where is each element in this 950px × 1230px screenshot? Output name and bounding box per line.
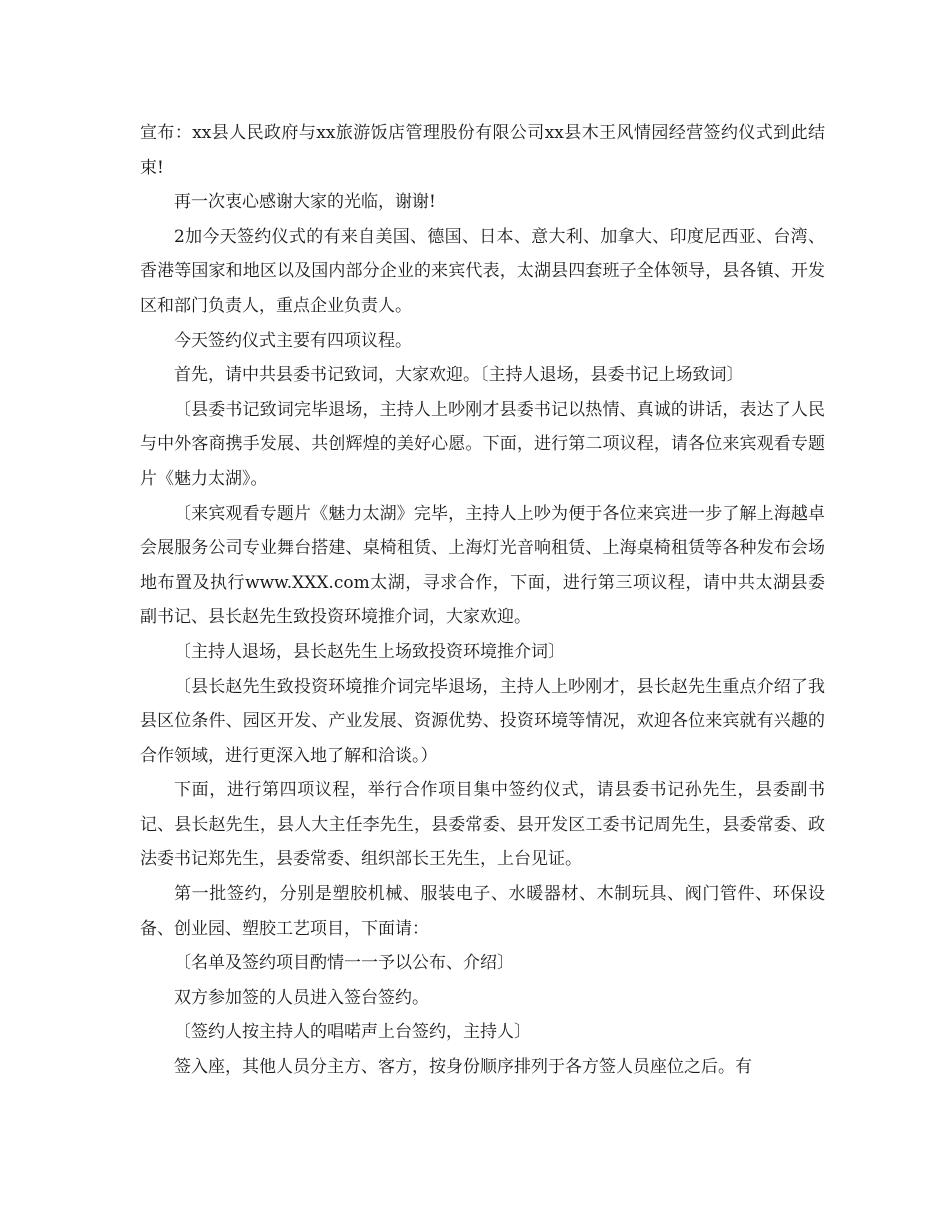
paragraph: 再一次衷心感谢大家的光临，谢谢! <box>174 192 436 213</box>
paragraph: 首先，请中共县委书记致词，大家欢迎。〔主持人退场，县委书记上场致词〕 <box>174 365 744 386</box>
paragraph: 下面，进行第四项议程，举行合作项目集中签约仪式，请县委书记孙先生，县委副书记、县长赵先生，县人大主任李先生，县委常委、县开发区工委书记周先生，县委常委、政法委书记郑先生，县委常委、组织部长王先生，上台见证。 <box>140 780 825 870</box>
document-body <box>140 116 825 1085</box>
paragraph: 第一批签约，分别是塑胶机械、服装电子、水暖器材、木制玩具、阀门管件、环保设备、创业园、塑胶工艺项目，下面请： <box>140 884 825 939</box>
paragraph: 签入座，其他人员分主方、客方，按身份顺序排列于各方签人员座位之后。有 <box>174 1057 752 1078</box>
paragraph: 〔签约人按主持人的唱喏声上台签约，主持人〕 <box>174 1022 531 1043</box>
paragraph: 〔主持人退场，县长赵先生上场致投资环境推介词〕 <box>174 641 565 662</box>
paragraph: 今天签约仪式主要有四项议程。 <box>174 330 412 351</box>
paragraph: 宣布：xx县人民政府与xx旅游饭店管理股份有限公司xx县木王风情园经营签约仪式到此结束! <box>140 123 825 178</box>
paragraph: 〔名单及签约项目酌情一一予以公布、介绍〕 <box>174 953 514 974</box>
paragraph: 2加今天签约仪式的有来自美国、德国、日本、意大利、加拿大、印度尼西亚、台湾、香港等国家和地区以及国内部分企业的来宾代表，太湖县四套班子全体领导，县各镇、开发区和部门负责人，重点企业负责人。 <box>140 226 825 316</box>
paragraph: 双方参加签的人员进入签台签约。 <box>174 987 429 1008</box>
paragraph: 〔县委书记致词完毕退场，主持人上吵刚才县委书记以热情、真诚的讲话，表达了人民与中外客商携手发展、共创辉煌的美好心愿。下面，进行第二项议程，请各位来宾观看专题片《魅力太湖》。 <box>140 399 825 489</box>
paragraph: 〔来宾观看专题片《魅力太湖》完毕，主持人上吵为便于各位来宾进一步了解上海越卓会展服务公司专业舞台搭建、桌椅租赁、上海灯光音响租赁、上海桌椅租赁等各种发布会场地布置及执行www.XXX.com太湖，寻求合作，下面，进行第三项议程，请中共太湖县委副书记、县长赵先生致投资环境推介词，大家欢迎。 <box>140 503 825 628</box>
paragraph: 〔县长赵先生致投资环境推介词完毕退场，主持人上吵刚才，县长赵先生重点介绍了我县区位条件、园区开发、产业发展、资源优势、投资环境等情况，欢迎各位来宾就有兴趣的合作领域，进行更深入地了解和洽谈。） <box>140 676 825 766</box>
